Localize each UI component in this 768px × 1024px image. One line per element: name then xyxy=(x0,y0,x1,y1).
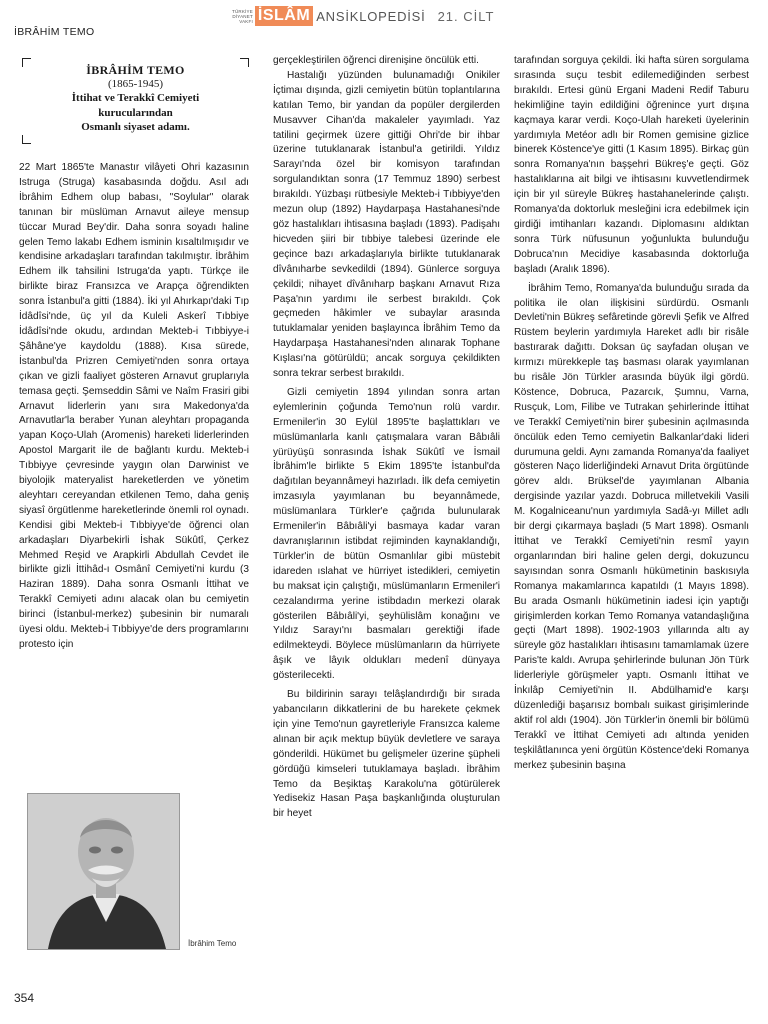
portrait-icon xyxy=(28,794,179,949)
logo-islam: İSLÂM xyxy=(255,6,313,26)
entry-description-line: Osmanlı siyaset adamı. xyxy=(81,121,190,133)
paragraph: Hastalığı yüzünden bulunamadığı Onikiler İçtimaı dışında, gizli cemiyetin bütün toplantılarına katılan Temo, bir yandan da popüler dergilerden Musavver Cihan'da makaleler yayımladı. Yaz tatilini geçirmek üzere gittiği Ohri'de bir ihbar üzerine tutuklanarak İstanbul'a getirildi. Yıldız Sarayı'nda özel bir komisyon tarafından sorgulandıktan sonra (17 Temmuz 1890) serbest bırakıldı. Yüzbaşı rütbesiyle Mekteb-i Tıbbiyye'den mezun olup (1892) Haydarpaşa Hastahanesi'nde göz hastalıkları ihtisasına başladı (1893). Padişahı hicveden şiiri bir tıbbiye talebesi üzerinde ele geçince bazı arkadaşlarıyla birlikte tutuklanarak dîvânıharbe sevkedildi (1894). Günlerce sorguya çekildi; nihayet dîvânıharp başkanı Arnavut Rıza Paşa'nın yardımı ile serbest bırakıldı. Çok geçmeden hâkimler ve subaylar arasında tutuklamalar yeniden başlayınca İbrâhim Temo da Haydarpaşa Hastahanesi'nden alınarak Tophane Kışlası'na götürüldü; ancak sorguya çekildikten sonra tekrar serbest bırakıldı. xyxy=(273,69,500,380)
paragraph: tarafından sorguya çekildi. İki hafta süren sorgulama sırasında suçu tesbit edilemediğinden serbest bırakıldı. Ertesi günü Ergani Madeni Redif Taburu hekimliğine tayin edildiğini öğrenince yurt dışına kaçmaya karar verdi. Koço-Ulah hareketi üyelerinin yardımıyla Metéor adlı bir Romen gemisine gizlice binerek Köstence'ye gitti (1 Kasım 1895). Birkaç gün sonra Romanya'nın başşehri Bükreş'e geçti. Göz hastalıklarına ait bilgi ve ihtisasını kuvvetlendirmek için bir yıl süreyle Bükreş hastahanelerinde çalıştı. Romanya'da doktorluk mesleğini icra edebilmek için girdiği imtihanları kazandı. Diplomasını aldıktan sonra Türk nüfusunun yoğunlukta bulunduğu Dobruca'nın Mecidiye kasabasında doktorluğa başladı (Aralık 1896). xyxy=(514,55,749,275)
page-header xyxy=(0,0,768,52)
entry-description-line: İttihat ve Terakkî Cemiyeti xyxy=(71,92,200,104)
page-number: 354 xyxy=(14,991,35,1005)
volume-label: 21. CİLT xyxy=(437,8,495,24)
photo-caption: İbrâhim Temo xyxy=(188,939,237,948)
paragraph: Gizli cemiyetin 1894 yılından sonra artan eylemlerinin çoğunda Temo'nun rolü vardır. Ermeniler'in 30 Eylül 1895'te başlattıkları ve müslümanlarla kanlı çatışmalara varan Bâbıâli yürüyüşü sonrasında İshak Sükûtî ve İsmail İbrâhim'le birlikte 5 Ekim 1895'te İstanbul'da dağıtılan beyannâmeyi hazırladı. İlk defa cemiyetin imzasıyla yayımlanan bu beyannâmede, müslümanlara Türkler'e çağrıda bulunularak Ermeniler'in Bâbıâli'yi basmaya kadar varan davranışlarının istibdat rejiminden kaynaklandığı, Türkler'in de bütün Osmanlılar gibi müstebit idareden ıslahat ve hürriyet istedikleri, cemiyetin bu maksat için çalıştığı, müslümanların Ermeniler'i cezalandırma yerine istibdadın merkezi olarak gösterilen Bâbıâli'yi, şeyhülislâm konağını ve Yıldız Sarayı'nı basmaları gerektiği ifade edilmekteydi. Böylece müslümanların da hürriyete âşık ve lâyık oldukları medenî dünyaya gösterilecekti. xyxy=(273,386,500,682)
paragraph: İbrâhim Temo, Romanya'da bulunduğu sırada da politika ile olan ilişkisini sürdürdü. Osmanlı Devleti'nin Bükreş sefâretinde görevli Şefik ve Alfred Rüstem beylerin yardımıyla Hareket adlı bir risâle bastırarak dağıttı. Doksan üç sayfadan oluşan ve kırmızı mürekkeple taş basması olarak yayımlanan bu risâle Jön Türkler arasında büyük ilgi gördü. Köstence, Dobruca, Pazarcık, Şumnu, Varna, Rusçuk, Lom, Filibe ve Tutrakan şehirlerinde İttihat ve Terakkî Cemiyeti'nin birer şubesinin açılmasında öncülük eden Temo cemiyetin Balkanlar'daki lideri durumuna geldi. Aynı zamanda Romanya'da faaliyet gösteren Naço liderliğindeki Arnavut Drita örgütünde görev aldı. Brüksel'de yayımlanan Albania dergisinde yazılar yazdı. Dobruca milletvekili Vasili M. Kogalniceanu'nun yardımıyla Sadâ-yı Millet adlı bir dergi çıkarmaya başladı (5 Mart 1898). Osmanlı İttihat ve Terakkî Cemiyeti'nin resmî yayın organlarından biri haline gelen dergi, dokuzuncu sayısından sonra Osmanlı hükümetinin baskısıyla Romanya makamlarınca kapatıldı (1 Mayıs 1898). Bu arada Osmanlı hükümetinin iadesi için yaptığı girişimlerden korkan Temo Romanya vatandaşlığına geçti (Mart 1898). 1902-1903 yıllarında altı ay süreyle göz hastalıkları ihtisasını tamamlamak üzere Paris'te kaldı. Avrupa şehirlerinde bulunan Jön Türk liderleriyle görüşmeler yaptı. Osmanlı İttihat ve İnkılâp Cemiyeti'nin II. Abdülhamid'e karşı düzenlediği başarısız bombalı suikast girişimlerinde aktif rol aldı (1904). Jön Türkler'in önemli bir bölümü Terakkî ve İttihat Cemiyeti adı altında yeniden teşkilâtlanınca yeni örgütün Köstence'deki Romanya merkez şubesinin başına xyxy=(514,282,749,771)
portrait-photo xyxy=(27,793,180,950)
text-column-1 xyxy=(19,161,249,653)
corner-mark xyxy=(22,58,31,67)
entry-title: İBRÂHİM TEMO xyxy=(86,63,185,77)
paragraph: Bu bildirinin sarayı telâşlandırdığı bir sırada yabancıların dikkatlerini de bu harekete çekmek için yine Temo'nun gayretleriyle Fransızca kaleme alınan bir açık mektup büyük devletlere ve saraya gönderildi. Hükümet bu gelişmeler üzerine şüpheli gördüğü kimseleri tutuklamaya başladı. İbrâhim Temo da Beşiktaş Karakolu'na götürülerek Yedisekiz Hasan Paşa başkanlığında oluşturulan bir heyet xyxy=(273,689,500,820)
paragraph: 22 Mart 1865'te Manastır vilâyeti Ohri kazasının Istruga (Struga) kasabasında doğdu. Asıl adı İbrâhim Edhem olup babası, "Soylular" olarak tanınan bir müslüman Arnavut aileye mensup tüccar Murad Bey'dir. Daha sonra soyadı haline gelen Temo lakabı Edhem isminin kısaltılmışıdır ve kendisine arkadaşları tarafından takılmıştır. İbrâhim Edhem ilk tahsilini Istruga'da yaptı. Türkçe ile birlikte biraz Fransızca ve Arapça öğrendikten sonra İstanbul'a gitti (1884). İki yıl Ahırkapı'daki Tıp İdâdîsi'nde, üç yıl da Kuleli Askerî Tıbbiye İdâdîsi'nde okudu, ardından Mekteb-i Tıbbiyye-i Şâhâne'ye kaydoldu (1888). Kısa sürede, İstanbul'da Prizren Cemiyeti'nden sonra ortaya çıkan ve gizli faaliyet gösteren Arnavut gruplarıyla temasa geçti. Şemseddin Sâmi ve Naîm Frasiri gibi Arnavut liderlerin yanı sıra Makedonya'da Arnavutlar'la beraber Yunan aleyhtarı propaganda yapan Koço-Ulah (Aromenis) hareketi liderlerinden Apostol Margarit ile de bağlantı kurdu. Mekteb-i Tıbbiyye çevresinde yaygın olan Darwinist ve biyolojik materyalist hareketlerden ve yönetim aleyhtarı cereyandan etkilenen Temo, daha geniş siyasî örgütlenme hareketlerinde önemli rol oynadı. Kendisi gibi Mekteb-i Tıbbiyye'de öğrenci olan arkadaşları Diyarbekirli İshak Sükûtî, Çerkez Mehmed Reşid ve Arapkirli Abdullah Cevdet ile birlikte gizli İttihâd-ı Osmânî Cemiyeti'ni kurdu (3 Haziran 1889). Daha sonra Osmanlı İttihat ve Terakkî Cemiyeti adını alacak olan bu cemiyetin birinci (İstanbul-merkez) şubesinin bir numaralı üyesi oldu. Mekteb-i Tıbbiyye'de ders programlarını protesto için xyxy=(19,162,249,650)
corner-mark xyxy=(22,135,31,144)
entry-infobox xyxy=(22,58,249,144)
running-head: İBRÂHİM TEMO xyxy=(14,26,95,38)
corner-mark xyxy=(240,58,249,67)
entry-dates: (1865-1945) xyxy=(108,77,163,90)
logo-ansiklopedisi: ANSİKLOPEDİSİ xyxy=(316,8,426,24)
text-column-2 xyxy=(273,54,500,822)
paragraph: gerçekleştirilen öğrenci direnişine öncülük etti. xyxy=(273,55,479,66)
logo-publisher: TÜRKİYE DİYANET VAKFI xyxy=(232,8,253,24)
text-column-3 xyxy=(514,54,749,774)
encyclopedia-logo xyxy=(232,6,494,26)
entry-description-line: kurucularından xyxy=(98,106,173,119)
